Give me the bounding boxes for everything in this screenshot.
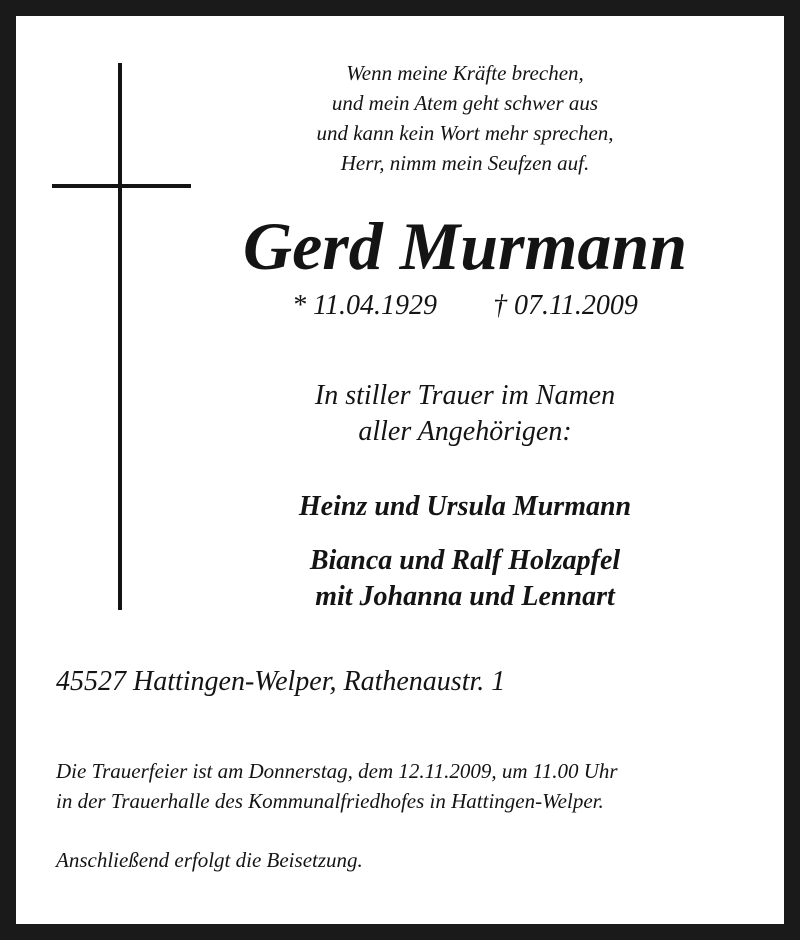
mourning-line: aller Angehörigen: <box>358 416 572 447</box>
burial-notice: Anschließend erfolgt die Beisetzung. <box>56 848 363 872</box>
family-names <box>220 489 710 525</box>
family-line: Heinz und Ursula Murmann <box>298 491 632 522</box>
poem-line: und mein Atem geht schwer aus <box>331 91 599 115</box>
family-address: 45527 Hattingen-Welper, Rathenaustr. 1 <box>56 666 506 697</box>
birth-date: * 11.04.1929 <box>292 290 437 321</box>
funeral-notice <box>56 756 756 816</box>
family-names <box>220 543 710 615</box>
cross-icon <box>118 63 122 610</box>
family-line: mit Johanna und Lennart <box>315 581 615 612</box>
deceased-name: Gerd Murmann <box>242 208 688 284</box>
poem-line: Herr, nimm mein Seufzen auf. <box>340 151 590 175</box>
life-dates <box>240 288 690 324</box>
mourning-text <box>240 378 690 450</box>
poem-verse <box>240 58 690 178</box>
family-line: Bianca und Ralf Holzapfel <box>309 545 621 576</box>
funeral-line: in der Trauerhalle des Kommunalfriedhofes in Hattingen-Welper. <box>56 789 604 813</box>
death-date: † 07.11.2009 <box>493 290 638 321</box>
poem-line: und kann kein Wort mehr sprechen, <box>316 121 614 145</box>
funeral-line: Die Trauerfeier ist am Donnerstag, dem 12.11.2009, um 11.00 Uhr <box>56 759 618 783</box>
cross-icon-bar <box>52 184 191 188</box>
mourning-line: In stiller Trauer im Namen <box>314 380 616 411</box>
poem-line: Wenn meine Kräfte brechen, <box>346 61 584 85</box>
